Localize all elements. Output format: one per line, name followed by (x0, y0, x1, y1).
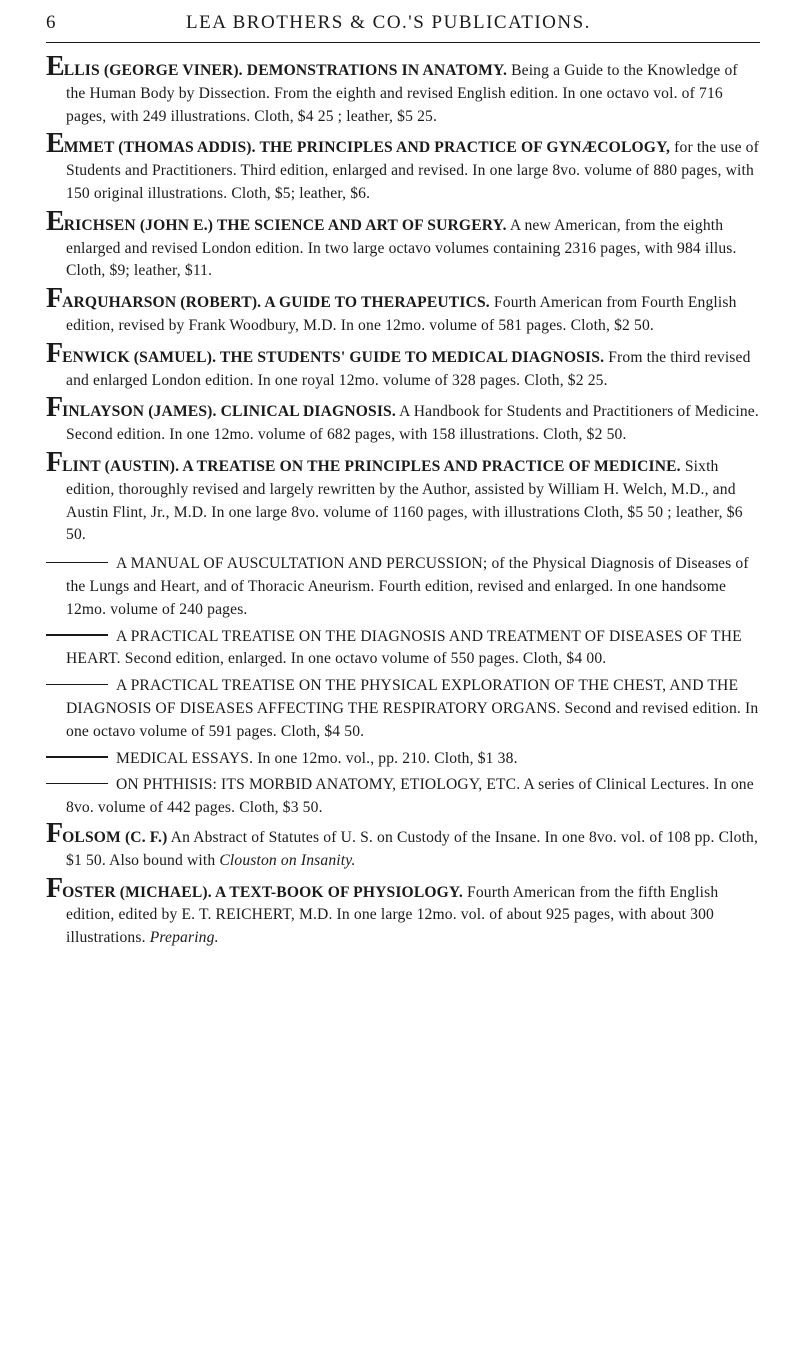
catalog-entries (46, 51, 760, 950)
drop-initial: F (46, 392, 63, 424)
entry-heading: RICHSEN (JOHN E.) THE SCIENCE AND ART OF SURGERY. (63, 216, 507, 234)
entry-heading: A MANUAL OF AUSCULTATION AND PERCUSSION; (116, 555, 488, 573)
drop-initial: E (46, 205, 64, 237)
entry-body: Second and revised edition. In one octavo volume of 591 pages. Cloth, $4 50. (66, 699, 759, 740)
entry-heading: LLIS (GEORGE VINER). DEMONSTRATIONS IN ANATOMY. (63, 62, 508, 79)
entry-body: In one 12mo. vol., pp. 210. Cloth, $1 38. (257, 749, 518, 767)
entry-heading: OSTER (MICHAEL). A TEXT-BOOK OF PHYSIOLOGY. (62, 883, 463, 901)
catalog-entry-flint (46, 446, 760, 547)
catalog-entry-farquharson (46, 283, 760, 338)
entry-body: Fourth American from the fifth English edition, edited by E. T. REICHERT, M.D. In one large 12mo. vol. of about 925 pages, with about 300 illustrations. (66, 883, 719, 947)
entry-heading: A PRACTICAL TREATISE ON THE PHYSICAL EXPLORATION OF THE CHEST, AND THE DIAGNOSIS OF DISEASES AFFECTING THE RESPIRATORY ORGANS. (66, 677, 739, 717)
entry-body: A series of Clinical Lectures. In one 8vo. volume of 442 pages. Cloth, $3 50. (66, 776, 754, 817)
entry-heading: MMET (THOMAS ADDIS). THE PRINCIPLES AND PRACTICE OF GYNÆCOLOGY, (63, 139, 671, 157)
catalog-sub-entry-heart (46, 626, 760, 672)
ditto-dash (46, 562, 108, 564)
drop-initial: E (46, 128, 64, 160)
drop-initial: F (46, 872, 63, 904)
entry-body: From the third revised and enlarged London edition. In one royal 12mo. volume of 328 pages. Cloth, $2 25. (66, 348, 751, 389)
entry-heading: A PRACTICAL TREATISE ON THE DIAGNOSIS AND TREATMENT OF DISEASES OF THE HEART. (66, 627, 742, 668)
page-header (46, 12, 760, 43)
drop-initial: F (46, 817, 63, 849)
entry-body: An Abstract of Statutes of U. S. on Custody of the Insane. In one 8vo. vol. of 108 pp. Cloth, $1 50. Also bound with (66, 828, 759, 869)
page-number: 6 (46, 12, 56, 33)
entry-body: Being a Guide to the Knowledge of the Human Body by Dissection. From the eighth and revised English edition. In one octavo vol. of 716 pages, with 249 illustrations. Cloth, $4 25 ; leather, $5 25. (66, 62, 738, 125)
entry-heading: ARQUHARSON (ROBERT). A GUIDE TO THERAPEUTICS. (62, 294, 490, 312)
entry-body: for the use of Students and Practitioners. Third edition, enlarged and revised. In one large 8vo. volume of 880 pages, with 150 original illustrations. Cloth, $5; leather, $6. (66, 139, 759, 202)
drop-initial: F (46, 337, 63, 369)
entry-body: Second edition, enlarged. In one octavo volume of 550 pages. Cloth, $4 00. (124, 650, 607, 668)
catalog-entry-ellis (46, 51, 760, 128)
entry-body: A new American, from the eighth enlarged and revised London edition. In two large octavo volumes containing 2316 pages, with 984 illus. Cloth, $9; leather, $11. (66, 216, 737, 280)
ditto-dash (46, 684, 108, 686)
drop-initial: F (46, 446, 63, 478)
entry-italic-note: Preparing. (149, 929, 219, 947)
catalog-entry-fenwick (46, 337, 760, 393)
entry-heading: ON PHTHISIS: ITS MORBID ANATOMY, ETIOLOGY, ETC. (116, 776, 521, 794)
catalog-sub-entry-auscultation (46, 553, 760, 621)
catalog-sub-entry-phthisis (46, 774, 760, 820)
catalog-entry-folsom (46, 817, 760, 873)
catalog-sub-entry-chest (46, 675, 760, 743)
catalog-sub-entry-essays (46, 748, 760, 771)
entry-heading: ENWICK (SAMUEL). THE STUDENTS' GUIDE TO MEDICAL DIAGNOSIS. (62, 348, 605, 366)
running-title: LEA BROTHERS & CO.'S PUBLICATIONS. (186, 12, 591, 33)
entry-body: of the Physical Diagnosis of Diseases of the Lungs and Heart, and of Thoracic Aneurism. Fourth edition, revised and enlarged. In one handsome 12mo. volume of 240 pages. (66, 555, 749, 618)
ditto-dash (46, 634, 108, 636)
drop-initial: E (46, 51, 64, 82)
catalog-entry-emmet (46, 128, 760, 205)
catalog-entry-finlayson (46, 392, 760, 447)
entry-heading: LINT (AUSTIN). A TREATISE ON THE PRINCIPLES AND PRACTICE OF MEDICINE. (62, 457, 681, 475)
drop-initial: F (46, 283, 63, 315)
entry-heading: MEDICAL ESSAYS. (116, 749, 254, 767)
ditto-dash (46, 783, 108, 785)
entry-body: Sixth edition, thoroughly revised and largely rewritten by the Author, assisted by William H. Welch, M.D., and Austin Flint, Jr., M.D. In one large 8vo. volume of 1160 pages, with illustrations Cloth, $5 50 ; leather, $6 50. (66, 457, 743, 544)
catalog-entry-foster (46, 872, 760, 950)
ditto-dash (46, 756, 108, 758)
entry-italic-note: Clouston on Insanity. (219, 851, 356, 869)
catalog-entry-erichsen (46, 205, 760, 283)
entry-body: A Handbook for Students and Practitioners of Medicine. Second edition. In one 12mo. volume of 682 pages, with 158 illustrations. Cloth, $2 50. (66, 403, 759, 444)
entry-heading: INLAYSON (JAMES). CLINICAL DIAGNOSIS. (62, 403, 396, 421)
entry-heading: OLSOM (C. F.) (62, 828, 168, 846)
entry-body: Fourth American from Fourth English edition, revised by Frank Woodbury, M.D. In one 12mo. volume of 581 pages. Cloth, $2 50. (66, 294, 737, 334)
